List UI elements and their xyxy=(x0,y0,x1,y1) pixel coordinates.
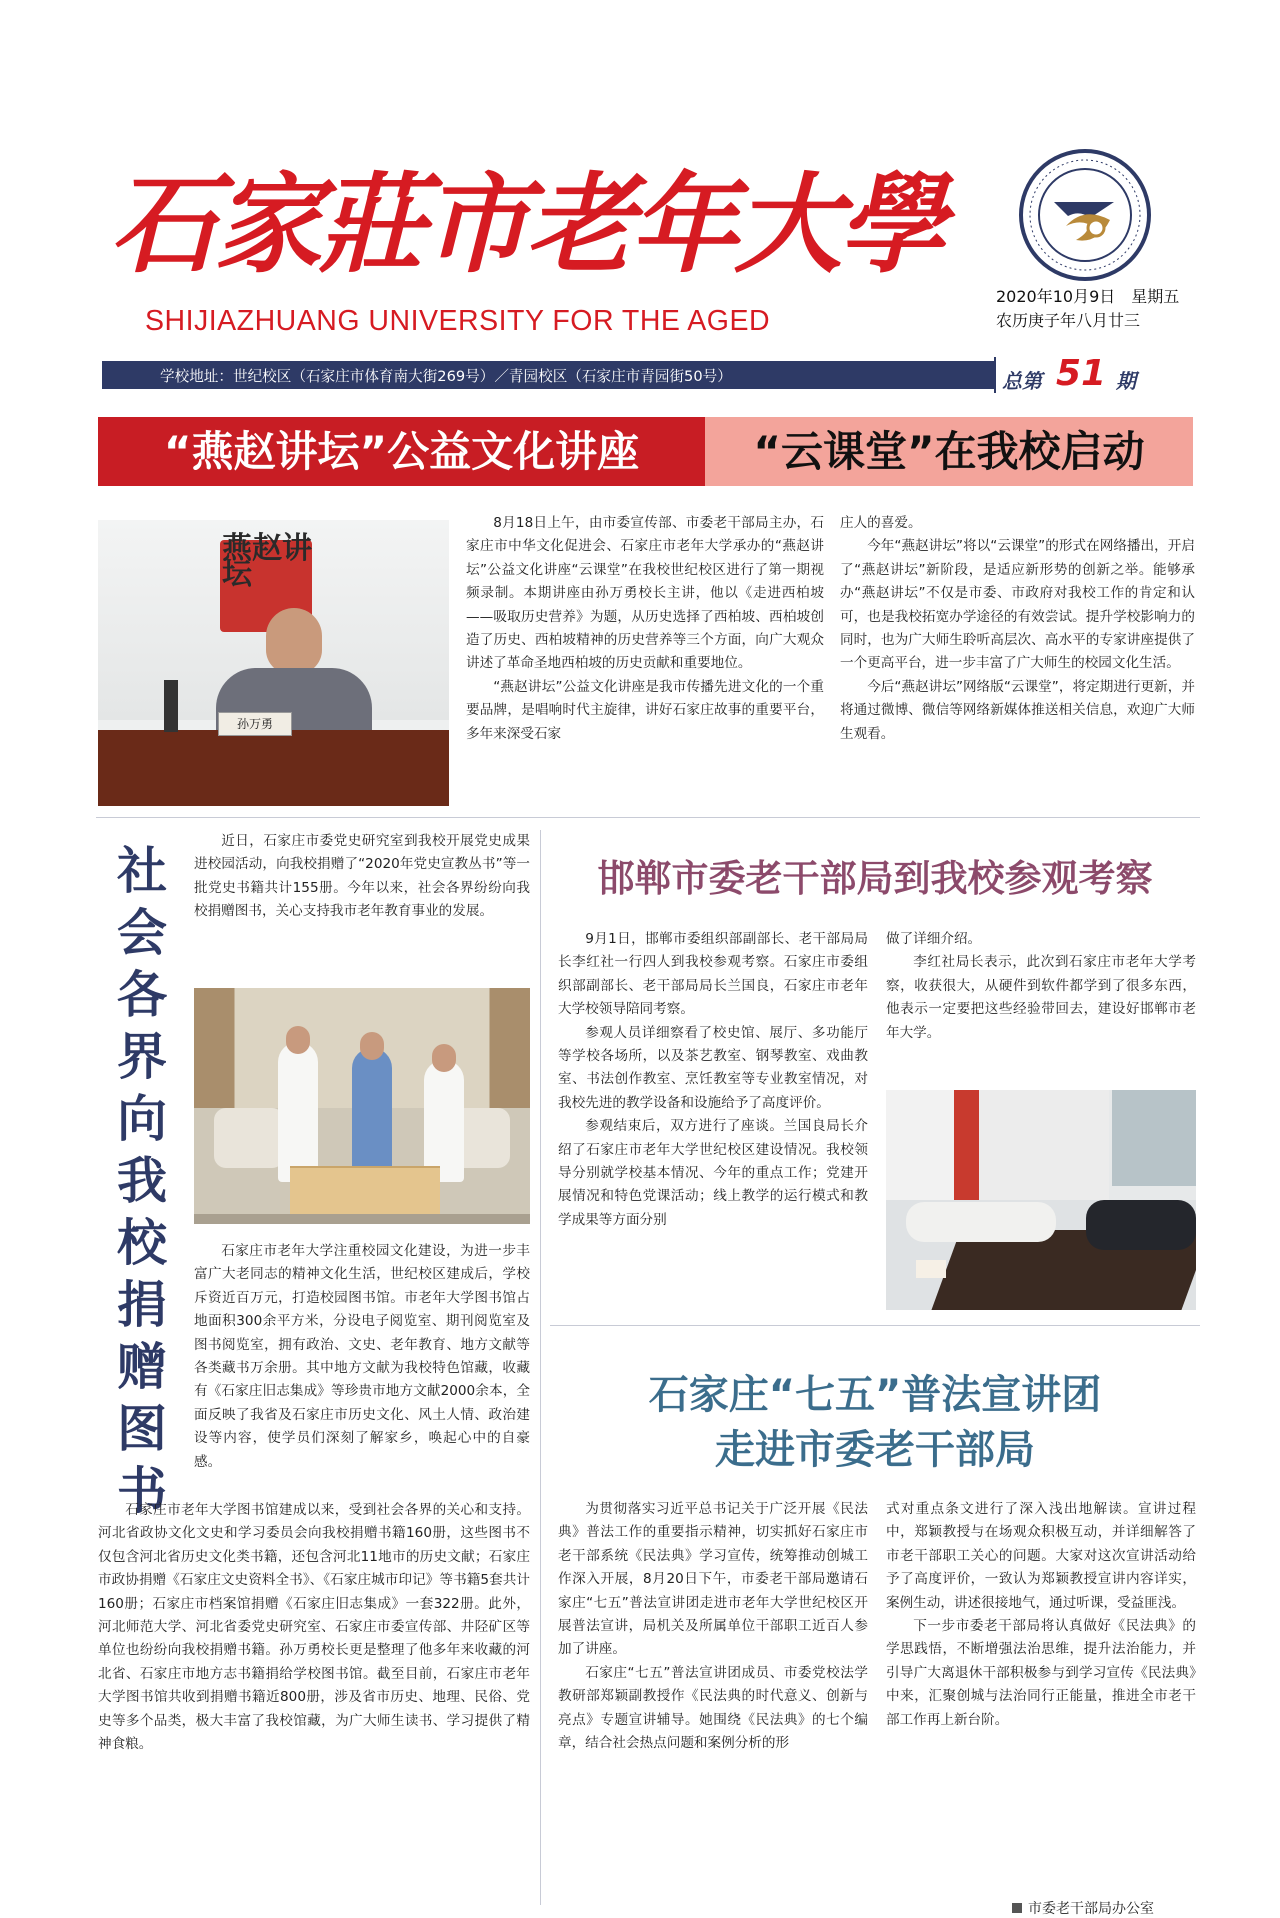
lecture-photo xyxy=(98,520,449,806)
article4-headline-line1: 石家庄“七五”普法宣讲团 xyxy=(648,1372,1102,1418)
issue-number-box xyxy=(994,353,1166,394)
article4-signature: 市委老干部局办公室 xyxy=(1012,1898,1154,1918)
paragraph-continuation: 做了详细介绍。 xyxy=(886,931,982,947)
person-3-head xyxy=(432,1044,456,1072)
attendees-right xyxy=(1086,1200,1196,1250)
paragraph: 9月1日，邯郸市委组织部副部长、老干部局局长李红社一行四人到我校参观考察。石家庄市委组织部副部长、老干部局局长兰国良，石家庄市老年大学校领导陪同考察。 xyxy=(558,931,868,1018)
paragraph: 石家庄市老年大学注重校园文化建设，为进一步丰富广大老同志的精神文化生活，世纪校区建成后，学校斥资近百万元，打造校园图书馆。市老年大学图书馆占地面积300余平方米，分设电子阅览室、期刊阅览室及图书阅览室，拥有政治、文史、老年教育、地方文献等各类藏书万余册。其中地方文献为我校特色馆藏，收藏有《石家庄旧志集成》等珍贵市地方文献2000余本，全面反映了我省及石家庄市历史文化、风土人情、政治建设等内容，使学员们深刻了解家乡，唤起心中的自豪感。 xyxy=(194,1243,530,1470)
person-2 xyxy=(352,1048,392,1182)
paragraph: 近日，石家庄市委党史研究室到我校开展党史成果进校园活动，向我校捐赠了“2020年党史宣教丛书”等一批党史书籍共计155册。今年以来，社会各界纷纷向我校捐赠图书，关心支持我市老年教育事业的发展。 xyxy=(194,833,530,920)
article2-end xyxy=(98,1499,530,1756)
name-placard: 孙万勇 xyxy=(218,712,292,736)
article4-col2 xyxy=(886,1498,1196,1732)
article4-headline-line2: 走进市委老干部局 xyxy=(715,1427,1035,1473)
floor xyxy=(194,1214,530,1224)
issue-number: 51 xyxy=(1056,353,1107,394)
masthead-title: 石家莊市老年大學 xyxy=(110,162,943,288)
issue-date: 2020年10月9日 星期五 xyxy=(996,287,1180,306)
paragraph: “燕赵讲坛”公益文化讲座是我市传播先进文化的一个重要品牌，是唱响时代主旋律，讲好石家庄故事的重要平台，多年来深受石家 xyxy=(466,678,824,742)
section-divider xyxy=(550,1325,1200,1326)
masthead-title-en: SHIJIAZHUANG UNIVERSITY FOR THE AGED xyxy=(145,305,771,337)
paragraph: 石家庄“七五”普法宣讲团成员、市委党校法学教研部郑颖副教授作《民法典的时代意义、创新与亮点》专题宣讲辅导。她围绕《民法典》的七个编章，结合社会热点问题和案例分析的形 xyxy=(558,1664,868,1752)
window xyxy=(1112,1090,1196,1186)
paragraph: 下一步市委老干部局将认真做好《民法典》的学思践悟，不断增强法治思维，提升法治能力，并引导广大离退休干部积极参与到学习宣传《民法典》中来，汇聚创城与法治同行正能量，推进全市老干部工作再上新台阶。 xyxy=(886,1618,1196,1728)
paragraph-continuation: 庄人的喜爱。 xyxy=(840,515,922,531)
article1-headline-left: “燕赵讲坛”公益文化讲座 xyxy=(98,417,705,486)
paragraph: 今年“燕赵讲坛”将以“云课堂”的形式在网络播出，开启了“燕赵讲坛”新阶段，是适应新形势的创新之举。能够承办“燕赵讲坛”不仅是市委、市政府对我校工作的肯定和认可，也是我校拓宽办学途径的有效尝试。提升学校影响力的同时，也为广大师生聆听高层次、高水平的专家讲座提供了一个更高平台，进一步丰富了广大师生的校园文化生活。 xyxy=(840,538,1195,672)
article2-mid xyxy=(194,1240,530,1474)
lunar-date: 农历庚子年八月廿三 xyxy=(996,311,1141,330)
article4-col1 xyxy=(558,1498,868,1755)
article2-intro xyxy=(194,830,530,924)
attendees-left xyxy=(906,1202,1056,1242)
donation-photo xyxy=(194,988,530,1224)
square-bullet-icon xyxy=(1012,1903,1022,1913)
article2-vertical-title: 社 会 各 界 向 我 校 捐 赠 图 书 xyxy=(117,842,167,1520)
paragraph: 石家庄市老年大学图书馆建成以来，受到社会各界的关心和支持。河北省政协文化文史和学习委员会向我校捐赠书籍160册，这些图书不仅包含河北省历史文化类书籍，还包含河北11地市的历史文献；石家庄市政协捐赠《石家庄文史资料全书》、《石家庄城市印记》等书籍5套共计160册；石家庄市档案馆捐赠《石家庄旧志集成》一套322册。此外，河北师范大学、河北省委党史研究室、石家庄市委宣传部、井陉矿区等单位也纷纷向我校捐赠书籍。孙万勇校长更是整理了他多年来收藏的河北省、石家庄市地方志书籍捐给学校图书馆。截至目前，石家庄市老年大学图书馆共收到捐赠书籍近800册，涉及省市历史、地理、民俗、党史等多个品类，极大丰富了我校馆藏，为广大师生读书、学习提供了精神食粮。 xyxy=(98,1502,530,1753)
school-address: 学校地址：世纪校区（石家庄市体育南大街269号）／青园校区（石家庄市青园街50号） xyxy=(160,368,732,385)
article3-col1 xyxy=(558,928,868,1232)
paragraph-continuation: 式对重点条文进行了深入浅出地解读。宣讲过程中，郑颖教授与在场观众积极互动，并详细解答了市老干部职工关心的问题。大家对这次宣讲活动给予了高度评价，一致认为郑颖教授宣讲内容详实，案例生动，讲述很接地气，通过听课，受益匪浅。 xyxy=(886,1501,1196,1611)
cup xyxy=(164,680,178,732)
article3-col2 xyxy=(886,928,1196,1045)
person-2-head xyxy=(360,1032,384,1060)
issue-prefix: 总第 xyxy=(1002,369,1042,393)
paragraph: 参观人员详细察看了校史馆、展厅、多功能厅等学校各场所，以及茶艺教室、钢琴教室、戏曲教室、书法创作教室、烹饪教室等专业教室情况，对我校先进的教学设备和设施给予了高度评价。 xyxy=(558,1024,868,1111)
article1-headline-right: “云课堂”在我校启动 xyxy=(705,417,1193,486)
university-seal-icon xyxy=(1018,148,1152,282)
podium-desk xyxy=(98,730,449,806)
article3-headline: 邯郸市委老干部局到我校参观考察 xyxy=(597,856,1153,900)
article1-col1 xyxy=(466,512,824,746)
sofa-left xyxy=(214,1108,284,1168)
person-1 xyxy=(278,1042,318,1182)
article1-col2 xyxy=(840,512,1195,746)
paragraph: 李红社局长表示，此次到石家庄市老年大学考察，收获很大，从硬件到软件都学到了很多东西，他表示一定要把这些经验带回去，建设好邯郸市老年大学。 xyxy=(886,954,1196,1041)
address-bar xyxy=(102,353,1166,394)
meeting-photo xyxy=(886,1090,1196,1310)
paragraph: 为贯彻落实习近平总书记关于广泛开展《民法典》普法工作的重要指示精神，切实抓好石家庄市老干部系统《民法典》学习宣传，统筹推动创城工作深入开展，8月20日下午，市委老干部局邀请石家庄“七五”普法宣讲团走进市老年大学世纪校区开展普法宣讲，局机关及所属单位干部职工近百人参加了讲座。 xyxy=(558,1501,868,1658)
person-3 xyxy=(424,1060,464,1182)
section-divider xyxy=(96,817,1200,818)
paragraph: 8月18日上午，由市委宣传部、市委老干部局主办，石家庄市中华文化促进会、石家庄市老年大学承办的“燕赵讲坛”公益文化讲座“云课堂”在我校世纪校区进行了第一期视频录制。本期讲座由孙万勇校长主讲，他以《走进西柏坡——吸取历史营养》为题，从历史选择了西柏坡、西柏坡创造了历史、西柏坡精神的历史营养等三个方面，向广大观众讲述了革命圣地西柏坡的历史贡献和重要地位。 xyxy=(466,515,824,672)
paragraph: 今后“燕赵讲坛”网络版“云课堂”，将定期进行更新，并将通过微博、微信等网络新媒体推送相关信息，欢迎广大师生观看。 xyxy=(840,678,1195,742)
speaker-head xyxy=(266,608,322,674)
column-divider xyxy=(540,830,541,1905)
paragraph: 参观结束后，双方进行了座谈。兰国良局长介绍了石家庄市老年大学世纪校区建设情况。我校领导分别就学校基本情况、今年的重点工作；党建开展情况和特色党课活动；线上教学的运行模式和教学成果等方面分别 xyxy=(558,1118,868,1228)
backdrop-calligraphy: 燕赵讲坛 xyxy=(222,531,312,592)
person-1-head xyxy=(286,1026,310,1054)
issue-suffix: 期 xyxy=(1116,369,1136,393)
name-card xyxy=(916,1260,946,1278)
